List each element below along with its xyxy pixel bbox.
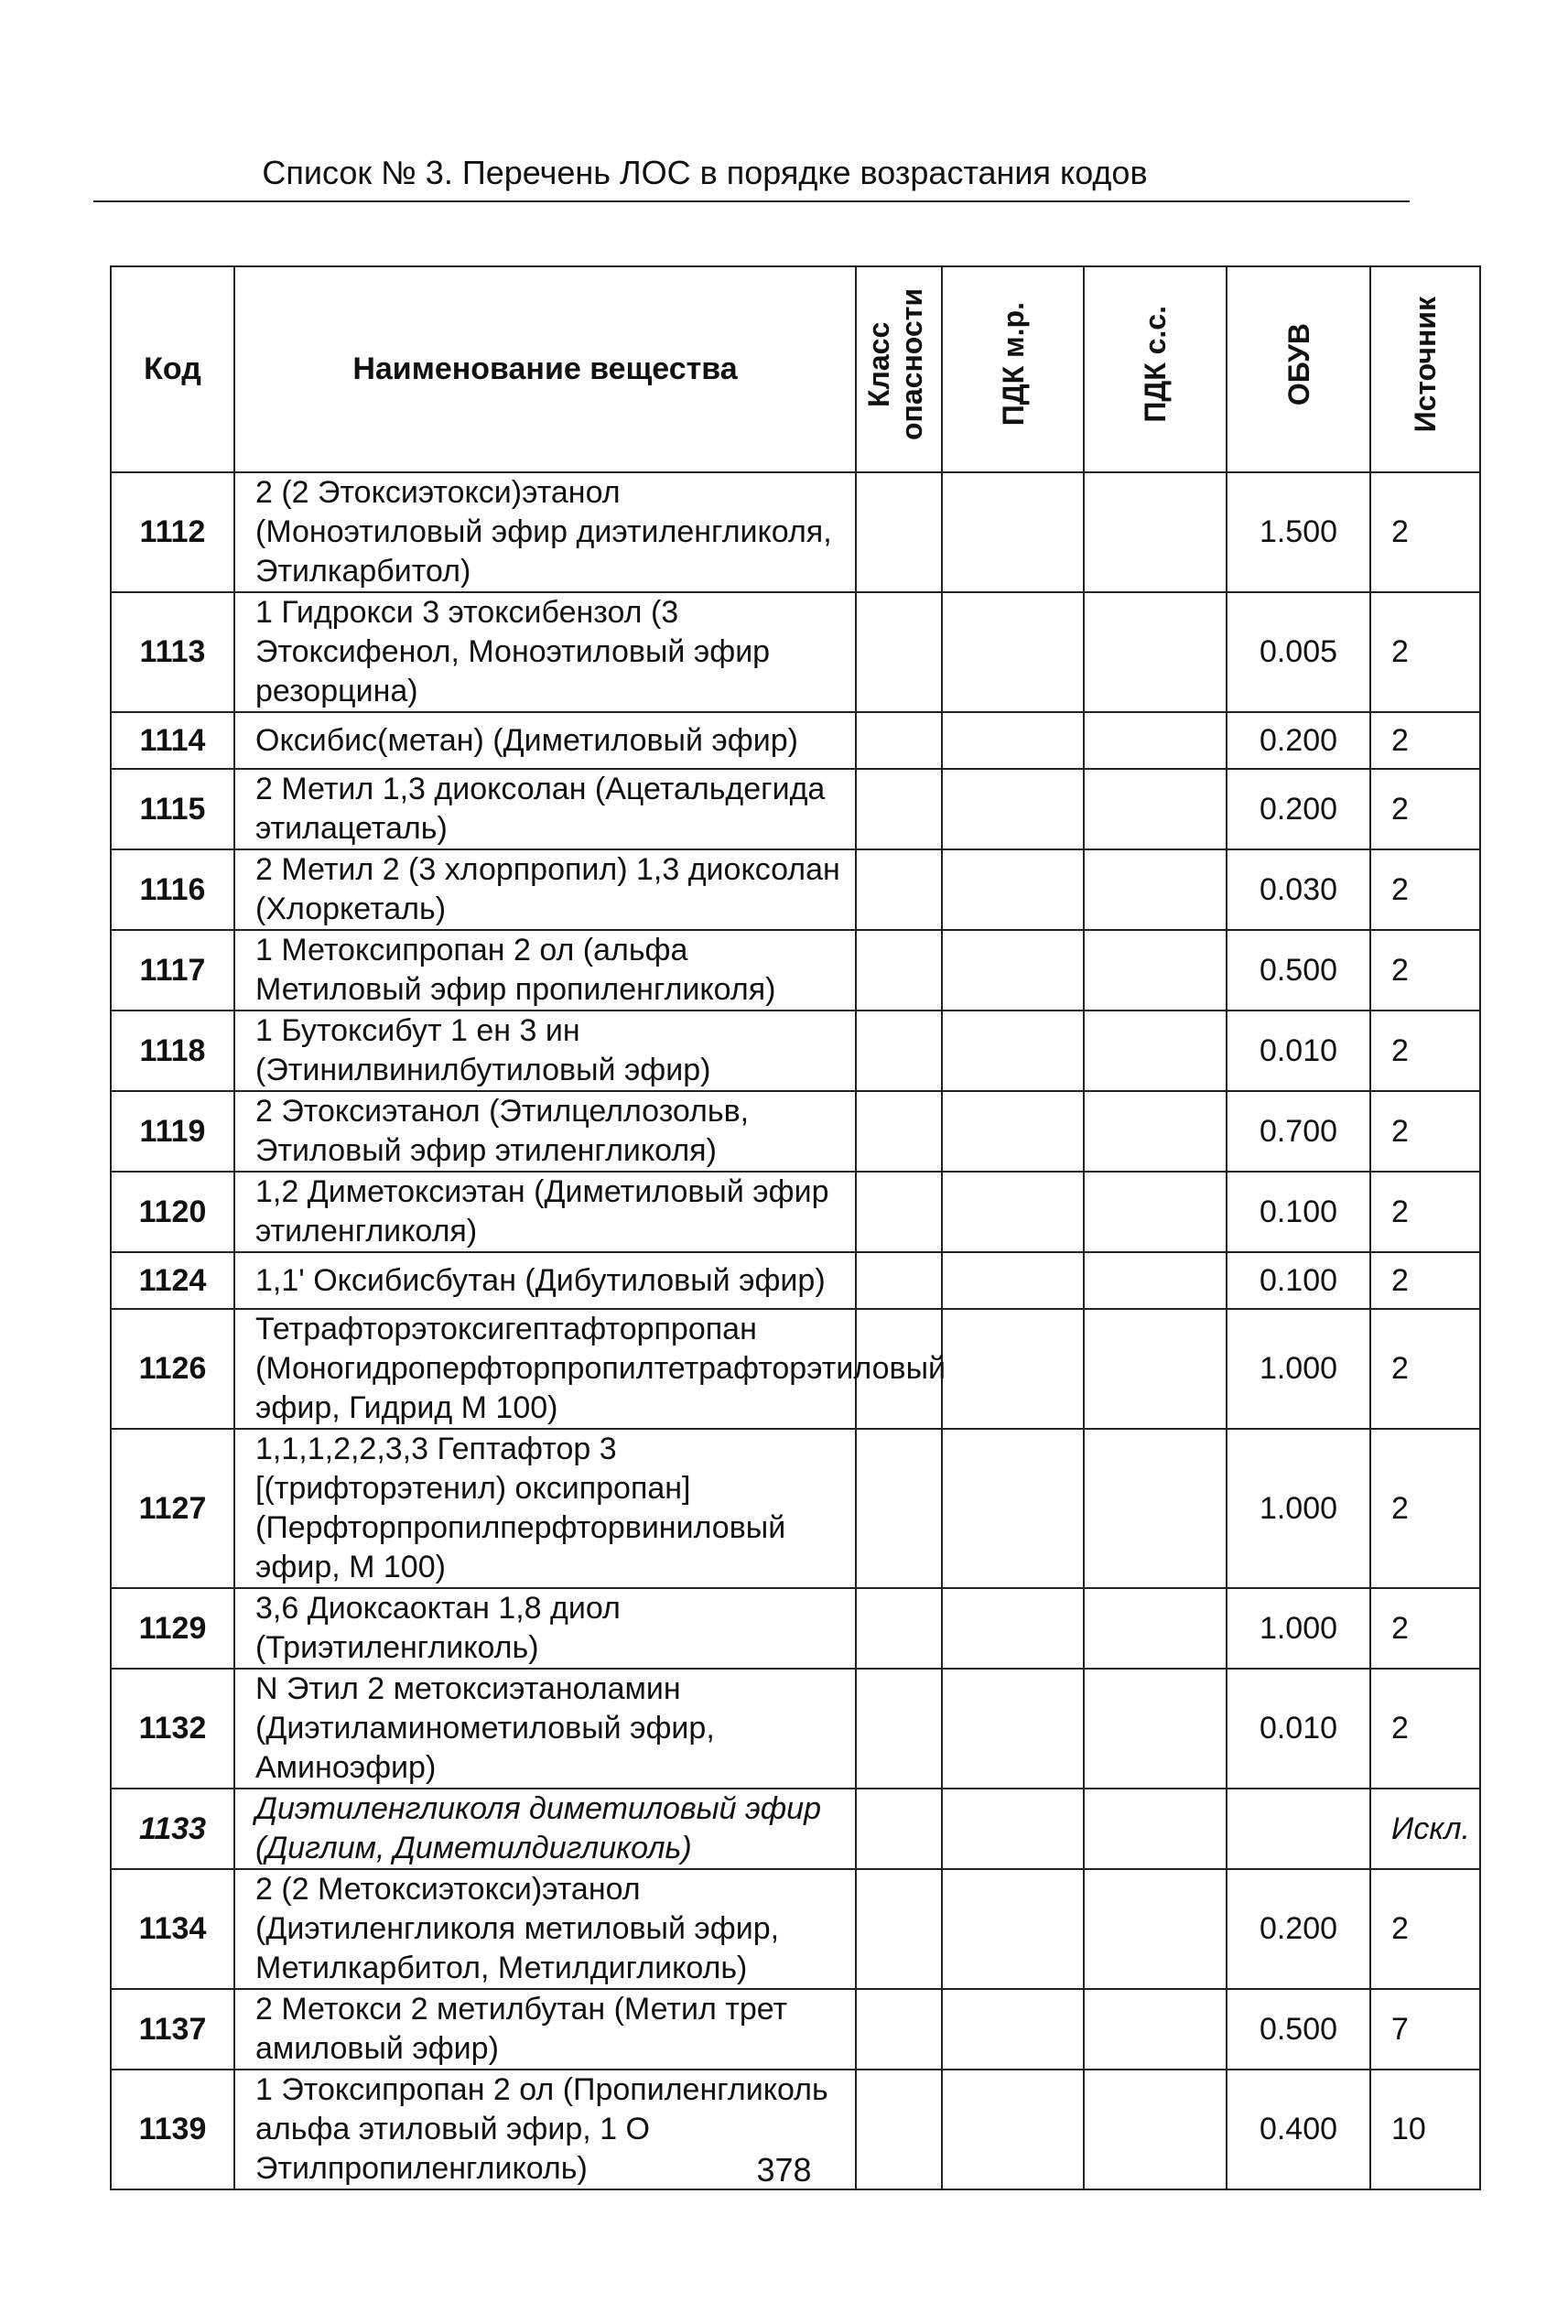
name-cell: 2 Метил 2 (3 хлорпропил) 1,3 диоксолан (Хлоркеталь) (234, 849, 856, 930)
page-number: 378 (756, 2151, 812, 2189)
pdk-ss-cell (1084, 769, 1227, 849)
pdk-mr-cell (942, 1309, 1084, 1429)
code-cell: 1116 (111, 849, 234, 930)
hazard-class-cell (856, 930, 942, 1011)
obuv-cell: 0.005 (1227, 592, 1370, 712)
source-cell: 2 (1370, 1669, 1480, 1789)
obuv-cell: 0.200 (1227, 769, 1370, 849)
pdk-ss-cell (1084, 1309, 1227, 1429)
pdk-ss-cell (1084, 1429, 1227, 1588)
code-cell: 1132 (111, 1669, 234, 1789)
table-row (111, 592, 1480, 712)
source-cell: 2 (1370, 1091, 1480, 1172)
pdk-ss-cell (1084, 472, 1227, 592)
pdk-mr-cell (942, 849, 1084, 930)
pdk-mr-cell (942, 769, 1084, 849)
hazard-class-cell (856, 472, 942, 592)
source-cell: 10 (1370, 2070, 1480, 2189)
table-row (111, 1669, 1480, 1789)
hazard-class-cell (856, 1669, 942, 1789)
hazard-class-cell (856, 1789, 942, 1869)
code-cell: 1118 (111, 1011, 234, 1091)
pdk-ss-cell (1084, 1789, 1227, 1869)
pdk-mr-cell (942, 1252, 1084, 1309)
hazard-class-cell (856, 1588, 942, 1669)
pdk-mr-cell (942, 712, 1084, 769)
table-row (111, 472, 1480, 592)
code-cell: 1129 (111, 1588, 234, 1669)
source-cell: 2 (1370, 1429, 1480, 1588)
name-cell: 2 Метил 1,3 диоксолан (Ацетальдегида этилацеталь) (234, 769, 856, 849)
obuv-cell: 1.000 (1227, 1429, 1370, 1588)
table-row (111, 1091, 1480, 1172)
name-cell: 1 Метоксипропан 2 ол (альфа Метиловый эфир пропиленгликоля) (234, 930, 856, 1011)
header-row (111, 266, 1480, 472)
code-cell: 1124 (111, 1252, 234, 1309)
source-cell: Искл. (1370, 1789, 1480, 1869)
hazard-class-cell (856, 712, 942, 769)
pdk-mr-cell (942, 1588, 1084, 1669)
name-cell: 2 Метокси 2 метилбутан (Метил трет амиловый эфир) (234, 1989, 856, 2070)
hazard-class-cell (856, 1429, 942, 1588)
table-row (111, 1172, 1480, 1252)
source-cell: 2 (1370, 712, 1480, 769)
obuv-cell: 0.010 (1227, 1011, 1370, 1091)
code-cell: 1115 (111, 769, 234, 849)
code-cell: 1137 (111, 1989, 234, 2070)
pdk-ss-cell (1084, 1252, 1227, 1309)
table-row (111, 930, 1480, 1011)
hazard-class-cell (856, 1011, 942, 1091)
pdk-mr-cell (942, 1172, 1084, 1252)
code-cell: 1133 (111, 1789, 234, 1869)
pdk-mr-cell (942, 1429, 1084, 1588)
pdk-ss-cell (1084, 1669, 1227, 1789)
code-cell: 1112 (111, 472, 234, 592)
pdk-ss-cell (1084, 1869, 1227, 1989)
name-cell: N Этил 2 метоксиэтаноламин (Диэтиламинометиловый эфир, Аминоэфир) (234, 1669, 856, 1789)
obuv-cell: 0.100 (1227, 1252, 1370, 1309)
hazard-class-cell (856, 1091, 942, 1172)
hazard-class-cell (856, 1252, 942, 1309)
table-row (111, 1989, 1480, 2070)
pdk-mr-cell (942, 1091, 1084, 1172)
col-header-code: Код (111, 266, 234, 472)
code-cell: 1114 (111, 712, 234, 769)
pdk-mr-cell (942, 592, 1084, 712)
col-header-hazard-class (856, 266, 942, 472)
code-cell: 1127 (111, 1429, 234, 1588)
obuv-cell: 0.200 (1227, 1869, 1370, 1989)
obuv-cell: 0.400 (1227, 2070, 1370, 2189)
name-cell: 1,1' Оксибисбутан (Дибутиловый эфир) (234, 1252, 856, 1309)
name-cell: 1 Гидрокси 3 этоксибензол (3 Этоксифенол, Моноэтиловый эфир резорцина) (234, 592, 856, 712)
name-cell: 2 (2 Метоксиэтокси)этанол (Диэтиленгликоля метиловый эфир, Метилкарбитол, Метилдигликоль) (234, 1869, 856, 1989)
pdk-mr-cell (942, 1011, 1084, 1091)
name-cell: 1 Бутоксибут 1 ен 3 ин (Этинилвинилбутиловый эфир) (234, 1011, 856, 1091)
pdk-mr-label: ПДК м.р. (996, 302, 1030, 427)
col-header-name: Наименование вещества (234, 266, 856, 472)
table-row (111, 1789, 1480, 1869)
name-cell: 2 Этоксиэтанол (Этилцеллозольв, Этиловый эфир этиленгликоля) (234, 1091, 856, 1172)
source-cell: 2 (1370, 1588, 1480, 1669)
obuv-cell (1227, 1789, 1370, 1869)
hazard-class-cell (856, 1989, 942, 2070)
pdk-mr-cell (942, 472, 1084, 592)
table-row (111, 1869, 1480, 1989)
obuv-cell: 1.500 (1227, 472, 1370, 592)
obuv-cell: 0.500 (1227, 930, 1370, 1011)
table-row (111, 1309, 1480, 1429)
name-cell: 3,6 Диоксаоктан 1,8 диол (Триэтиленгликоль) (234, 1588, 856, 1669)
col-header-pdk-ss (1084, 266, 1227, 472)
hazard-class-cell (856, 1869, 942, 1989)
table-row (111, 849, 1480, 930)
col-header-obuv (1227, 266, 1370, 472)
voc-table (110, 265, 1481, 2190)
obuv-cell: 0.100 (1227, 1172, 1370, 1252)
pdk-ss-cell (1084, 849, 1227, 930)
source-cell: 2 (1370, 1011, 1480, 1091)
name-cell: 1,2 Диметоксиэтан (Диметиловый эфир этиленгликоля) (234, 1172, 856, 1252)
source-cell: 2 (1370, 472, 1480, 592)
table-row (111, 1588, 1480, 1669)
pdk-ss-cell (1084, 592, 1227, 712)
obuv-cell: 1.000 (1227, 1309, 1370, 1429)
table-row (111, 769, 1480, 849)
source-cell: 2 (1370, 930, 1480, 1011)
title-divider (93, 200, 1410, 202)
col-header-pdk-mr (942, 266, 1084, 472)
pdk-ss-cell (1084, 1091, 1227, 1172)
table-row (111, 1252, 1480, 1309)
pdk-mr-cell (942, 1989, 1084, 2070)
source-cell: 2 (1370, 769, 1480, 849)
pdk-ss-label: ПДК с.с. (1139, 306, 1172, 423)
name-cell: Оксибис(метан) (Диметиловый эфир) (234, 712, 856, 769)
name-cell: 1 Этоксипропан 2 ол (Пропиленгликоль альфа этиловый эфир, 1 О Этилпропиленгликоль) (234, 2070, 856, 2189)
code-cell: 1139 (111, 2070, 234, 2189)
obuv-label: ОБУВ (1281, 322, 1315, 406)
source-cell: 7 (1370, 1989, 1480, 2070)
pdk-mr-cell (942, 1669, 1084, 1789)
pdk-ss-cell (1084, 1011, 1227, 1091)
obuv-cell: 1.000 (1227, 1588, 1370, 1669)
code-cell: 1113 (111, 592, 234, 712)
obuv-cell: 0.200 (1227, 712, 1370, 769)
name-cell: 2 (2 Этоксиэтокси)этанол (Моноэтиловый эфир диэтиленгликоля, Этилкарбитол) (234, 472, 856, 592)
pdk-ss-cell (1084, 1588, 1227, 1669)
pdk-mr-cell (942, 1789, 1084, 1869)
source-cell: 2 (1370, 592, 1480, 712)
col-header-source (1370, 266, 1480, 472)
source-cell: 2 (1370, 1172, 1480, 1252)
code-cell: 1120 (111, 1172, 234, 1252)
pdk-mr-cell (942, 930, 1084, 1011)
pdk-mr-cell (942, 1869, 1084, 1989)
pdk-ss-cell (1084, 1989, 1227, 2070)
code-cell: 1117 (111, 930, 234, 1011)
obuv-cell: 0.500 (1227, 1989, 1370, 2070)
hazard-class-cell (856, 1172, 942, 1252)
hazard-class-cell (856, 592, 942, 712)
obuv-cell: 0.010 (1227, 1669, 1370, 1789)
pdk-ss-cell (1084, 712, 1227, 769)
hazard-class-label: Класс опасности (862, 287, 928, 441)
table-row (111, 712, 1480, 769)
page-title: Список № 3. Перечень ЛОС в порядке возрастания кодов (262, 154, 1148, 191)
table-row (111, 1429, 1480, 1588)
code-cell: 1119 (111, 1091, 234, 1172)
table-row (111, 1011, 1480, 1091)
name-cell: 1,1,1,2,2,3,3 Гептафтор 3 [(трифторэтенил) оксипропан] (Перфторпропилперфторвиниловый эфир, М 100) (234, 1429, 856, 1588)
source-cell: 2 (1370, 1309, 1480, 1429)
name-cell: Тетрафторэтоксигептафторпропан (Моногидроперфторпропилтетрафторэтиловый эфир, Гидрид М 100) (234, 1309, 856, 1429)
code-cell: 1134 (111, 1869, 234, 1989)
table-body (111, 472, 1480, 2189)
pdk-ss-cell (1084, 1172, 1227, 1252)
source-cell: 2 (1370, 1252, 1480, 1309)
source-cell: 2 (1370, 1869, 1480, 1989)
name-cell: Диэтиленгликоля диметиловый эфир (Диглим, Диметилдигликоль) (234, 1789, 856, 1869)
source-cell: 2 (1370, 849, 1480, 930)
hazard-class-cell (856, 769, 942, 849)
obuv-cell: 0.030 (1227, 849, 1370, 930)
source-label: Источник (1409, 296, 1442, 433)
pdk-ss-cell (1084, 930, 1227, 1011)
obuv-cell: 0.700 (1227, 1091, 1370, 1172)
hazard-class-cell (856, 849, 942, 930)
code-cell: 1126 (111, 1309, 234, 1429)
